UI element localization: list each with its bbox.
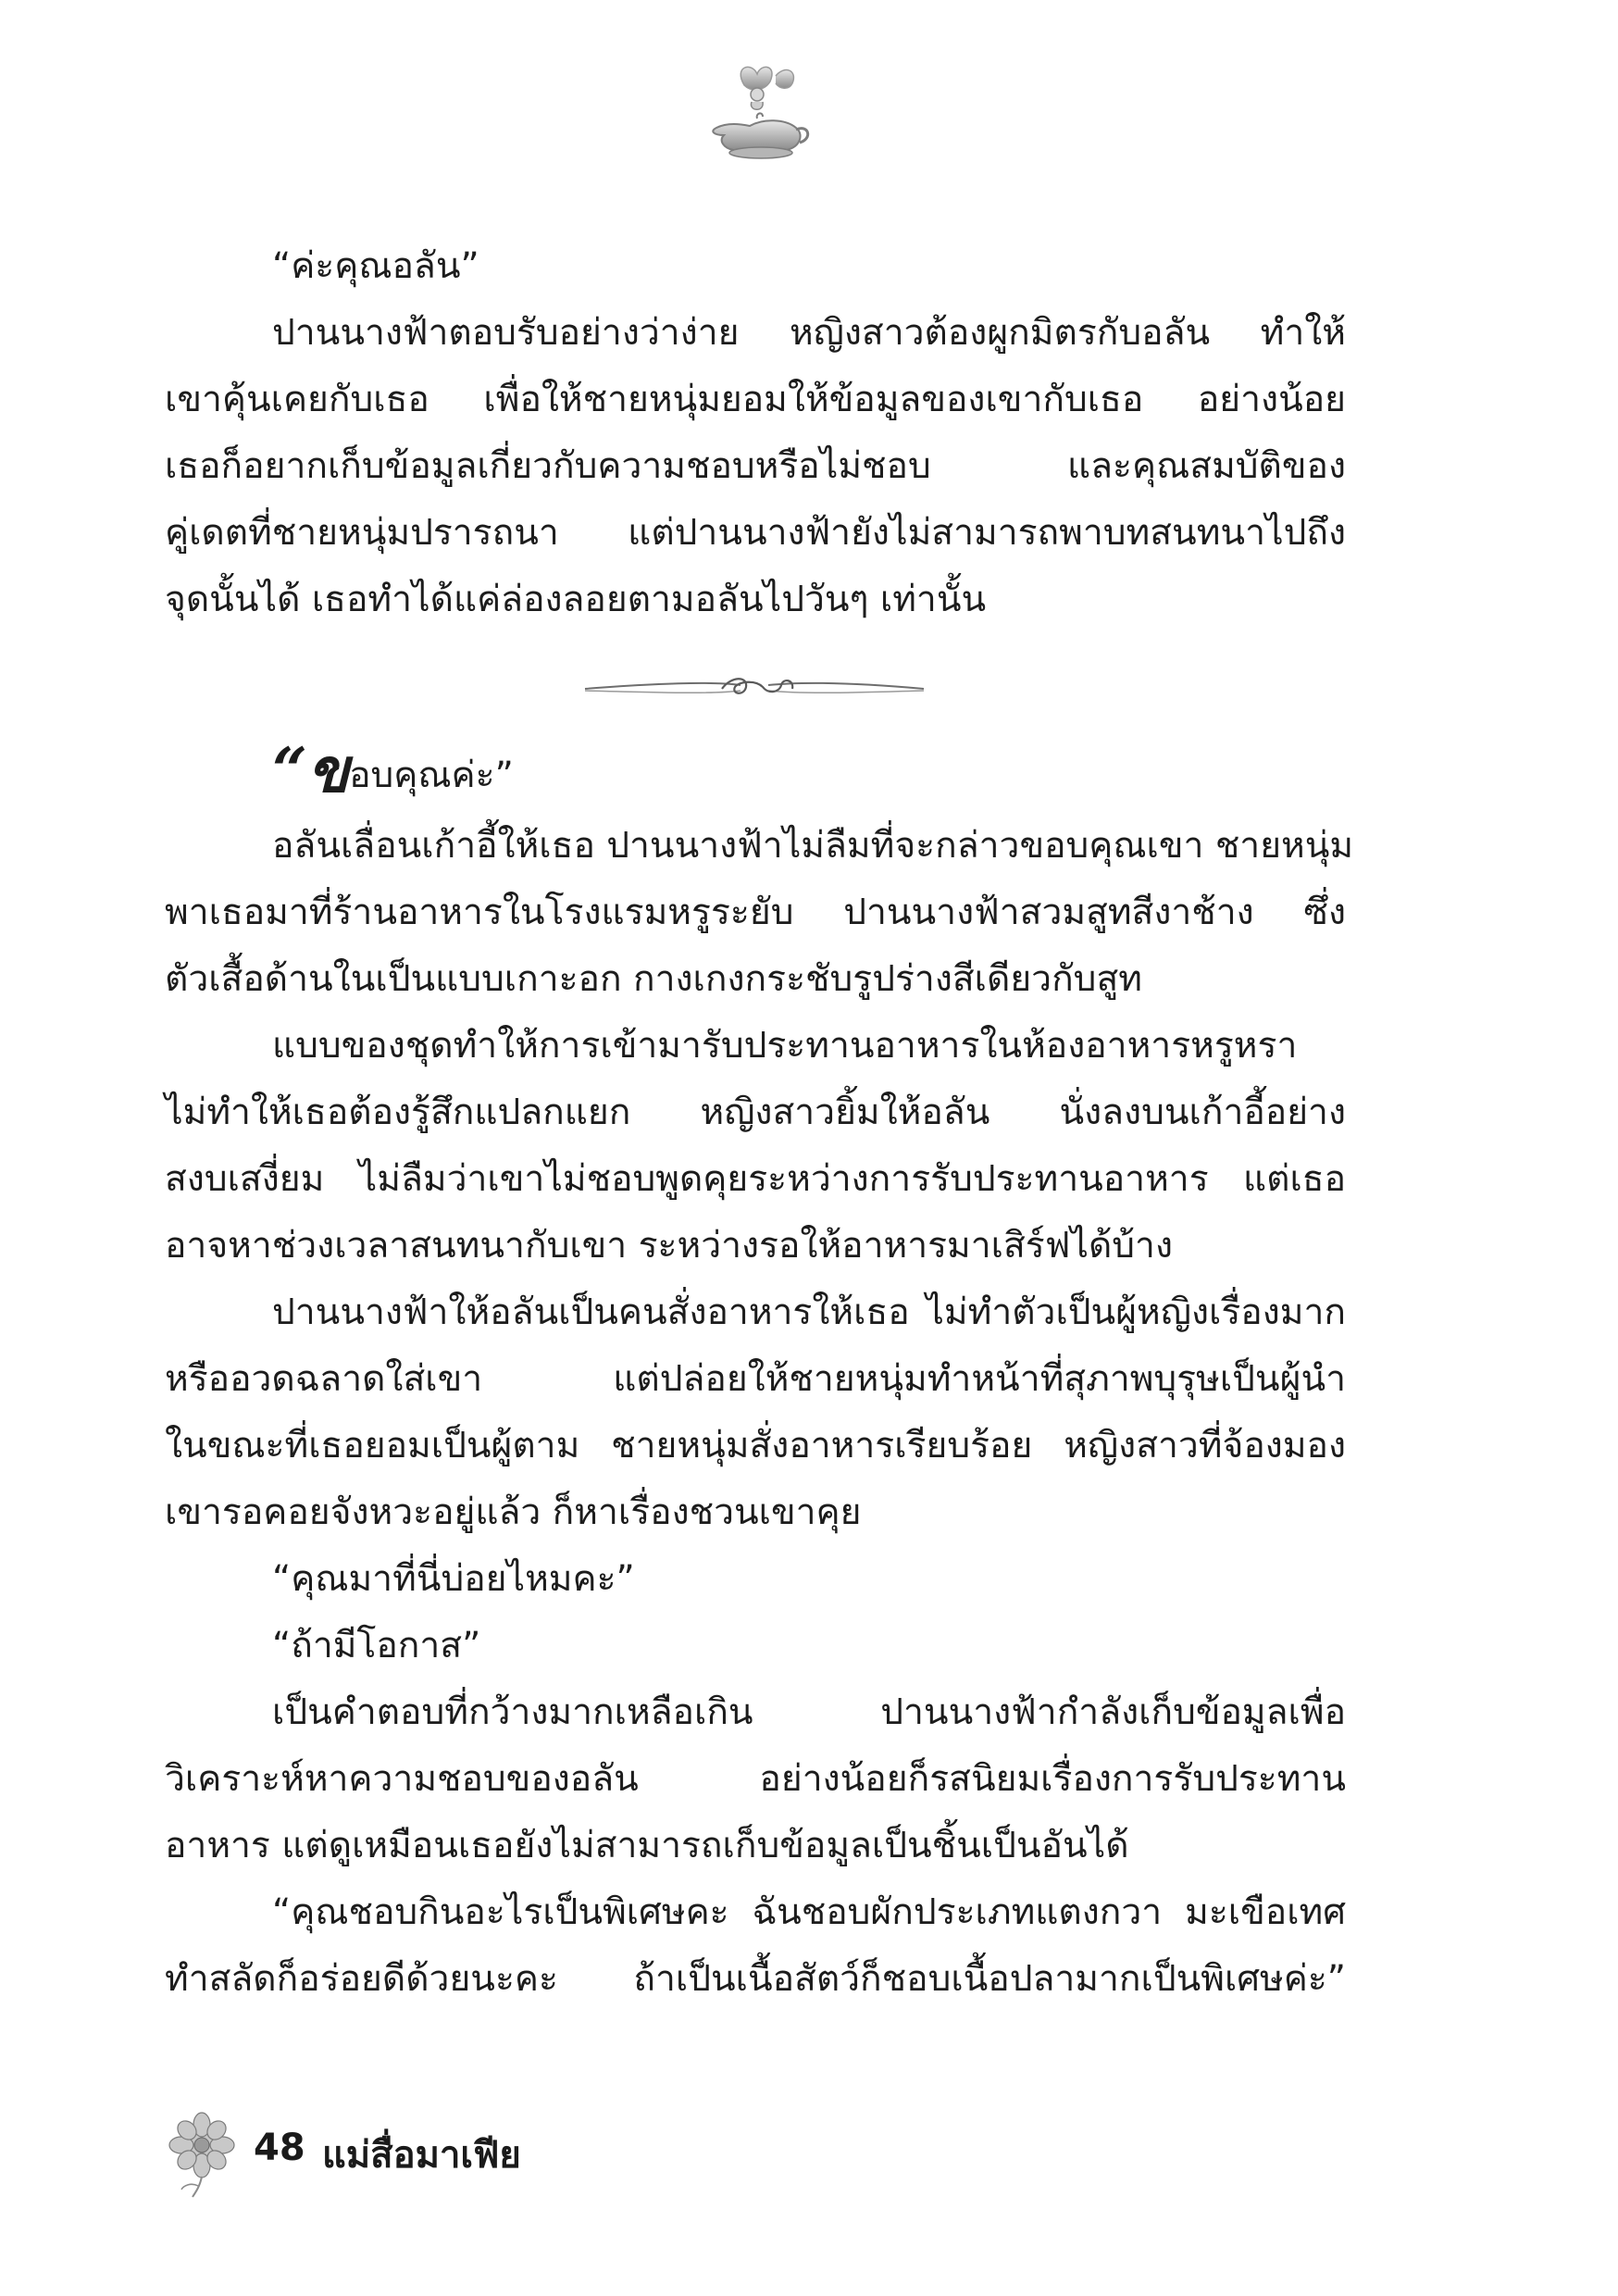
text-line: เขาคุ้นเคยกับเธอ เพื่อให้ชายหนุ่มยอมให้ข้อมูลของเขากับเธอ อย่างน้อย (165, 379, 1346, 420)
dialogue-line: “ค่ะคุณอลัน” (272, 245, 479, 287)
text-line: พาเธอมาที่ร้านอาหารในโรงแรมหรูระยับ ปานนางฟ้าสวมสูทสีงาช้าง ซึ่ง (165, 892, 1346, 933)
page-footer (165, 2097, 720, 2199)
text-line: แบบของชุดทำให้การเข้ามารับประทานอาหารในห้องอาหารหรูหรา (272, 1025, 1298, 1067)
dialogue-line: “ถ้ามีโอกาส” (272, 1625, 481, 1666)
text-line: เป็นคำตอบที่กว้างมากเหลือเกิน ปานนางฟ้ากำลังเก็บข้อมูลเพื่อ (272, 1691, 1346, 1733)
cupid-teapot-ornament-icon (696, 57, 816, 168)
paragraph-block-1 (165, 233, 1346, 633)
text-line: ในขณะที่เธอยอมเป็นผู้ตาม ชายหนุ่มสั่งอาหารเรียบร้อย หญิงสาวที่จ้องมอง (165, 1425, 1346, 1466)
dialogue-line: “คุณชอบกินอะไรเป็นพิเศษคะ ฉันชอบผักประเภทแตงกวา มะเขือเทศ (272, 1891, 1346, 1933)
text-line: ตัวเสื้อด้านในเป็นแบบเกาะอก กางเกงกระชับรูปร่างสีเดียวกับสูท (165, 958, 1142, 1000)
page-number: 48 (254, 2127, 305, 2169)
flower-ornament-icon (165, 2097, 239, 2199)
text-line: สงบเสงี่ยม ไม่ลืมว่าเขาไม่ชอบพูดคุยระหว่างการรับประทานอาหาร แต่เธอ (165, 1158, 1346, 1200)
paragraph-block-2 (165, 728, 1354, 2013)
text-line: อาจหาช่วงเวลาสนทนากับเขา ระหว่างรอให้อาหารมาเสิร์ฟได้บ้าง (165, 1225, 1173, 1267)
text-line: เธอก็อยากเก็บข้อมูลเกี่ยวกับความชอบหรือไม่ชอบ และคุณสมบัติของ (165, 445, 1346, 487)
text-line: ทำสลัดก็อร่อยดีด้วยนะคะ ถ้าเป็นเนื้อสัตว์ก็ชอบเนื้อปลามากเป็นพิเศษค่ะ” (165, 1958, 1346, 2000)
text-line: อลันเลื่อนเก้าอี้ให้เธอ ปานนางฟ้าไม่ลืมที่จะกล่าวขอบคุณเขา ชายหนุ่ม (272, 825, 1354, 867)
text-line: ปานนางฟ้าให้อลันเป็นคนสั่งอาหารให้เธอ ไม่ทำตัวเป็นผู้หญิงเรื่องมาก (272, 1292, 1346, 1333)
text-line: วิเคราะห์หาความชอบของอลัน อย่างน้อยก็รสนิยมเรื่องการรับประทาน (165, 1758, 1346, 1800)
dropcap-line (165, 728, 1346, 813)
text-line: คู่เดตที่ชายหนุ่มปรารถนา แต่ปานนางฟ้ายังไม่สามารถพาบทสนทนาไปถึง (165, 512, 1346, 554)
text-line: อาหาร แต่ดูเหมือนเธอยังไม่สามารถเก็บข้อมูลเป็นชิ้นเป็นอันได้ (165, 1825, 1129, 1866)
text-line: ไม่ทำให้เธอต้องรู้สึกแปลกแยก หญิงสาวยิ้มให้อลัน นั่งลงบนเก้าอี้อย่าง (165, 1092, 1346, 1133)
text-line: หรืออวดฉลาดใส่เขา แต่ปล่อยให้ชายหนุ่มทำหน้าที่สุภาพบุรุษเป็นผู้นำ (165, 1358, 1346, 1400)
text-line: จุดนั้นได้ เธอทำได้แค่ล่องลอยตามอลันไปวันๆ เท่านั้น (165, 579, 987, 620)
dropcap-letter: “ข (272, 734, 350, 806)
text-line: เขารอคอยจังหวะอยู่แล้ว ก็หาเรื่องชวนเขาคุย (165, 1491, 862, 1533)
flourish-divider-icon (583, 668, 926, 705)
dialogue-line: “คุณมาที่นี่บ่อยไหมคะ” (272, 1558, 635, 1600)
text-line: ปานนางฟ้าตอบรับอย่างว่าง่าย หญิงสาวต้องผูกมิตรกับอลัน ทำให้ (272, 312, 1346, 354)
dropcap-rest-text: อบคุณค่ะ” (349, 755, 514, 796)
book-title: แม่สื่อมาเฟีย (322, 2134, 521, 2177)
